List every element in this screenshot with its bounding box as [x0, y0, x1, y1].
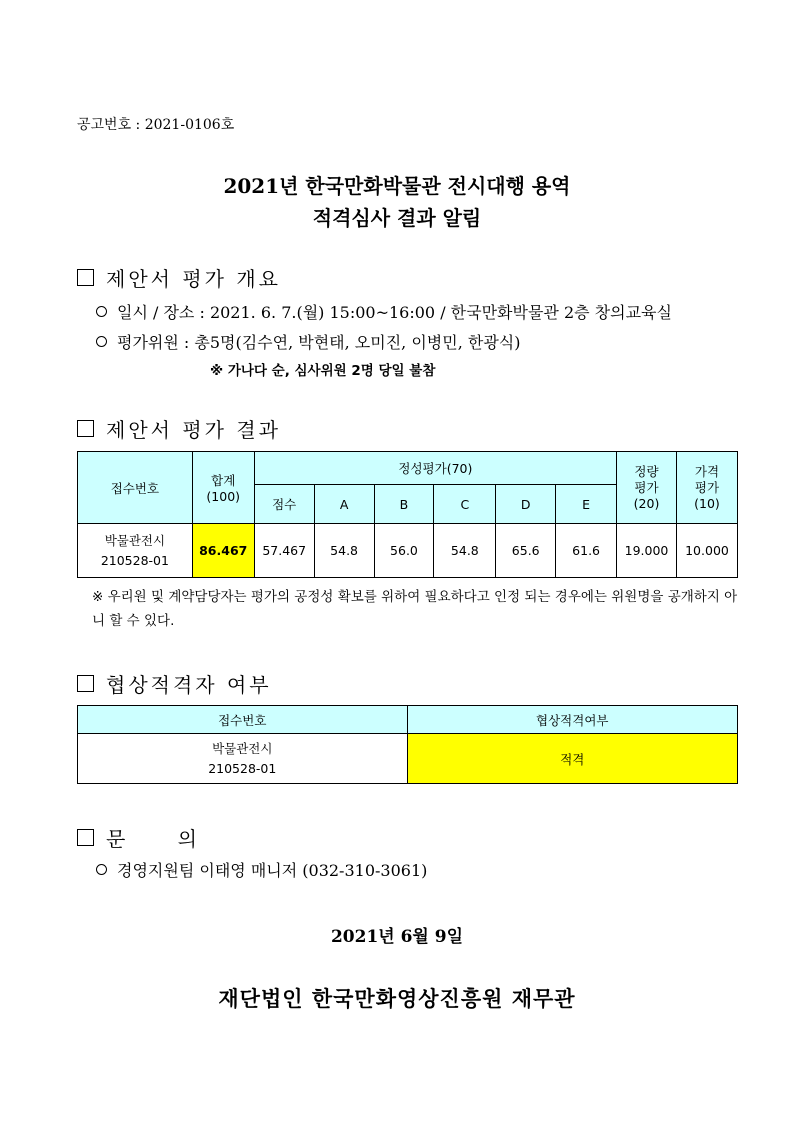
evaluators-text: 평가위원 : 총5명(김수연, 박현태, 오미진, 이병민, 한광식)	[117, 333, 521, 352]
cell-c: 54.8	[434, 524, 496, 578]
section-inquiry-label: 문 의	[106, 827, 200, 851]
header-price: 가격 평가 (10)	[676, 452, 737, 524]
checkbox-square-icon	[77, 829, 94, 846]
overview-item-schedule	[96, 300, 672, 323]
cell-receipt: 박물관전시 210528-01	[78, 734, 408, 784]
checkbox-square-icon	[77, 420, 94, 437]
disclaimer-text: ※ 우리원 및 계약담당자는 평가의 공정성 확보를 위하여 필요하다고 인정 되는 경우에는 위원명을 공개하지 아니 할 수 있다.	[92, 589, 738, 629]
section-overview-label: 제안서 평가 개요	[106, 267, 281, 291]
circle-bullet-icon	[96, 336, 107, 347]
evaluation-result-table	[77, 451, 738, 578]
subheader-score: 점수	[254, 485, 314, 524]
cell-d: 65.6	[496, 524, 556, 578]
header-receipt: 접수번호	[78, 706, 408, 734]
subheader-b: B	[374, 485, 434, 524]
header-eligibility: 협상적격여부	[407, 706, 737, 734]
cell-a: 54.8	[314, 524, 374, 578]
circle-bullet-icon	[96, 864, 107, 875]
document-subtitle: 적격심사 결과 알림	[312, 206, 482, 230]
document-title: 2021년 한국만화박물관 전시대행 용역	[223, 174, 571, 198]
section-eligibility-label: 협상적격자 여부	[106, 673, 272, 697]
cell-receipt: 박물관전시 210528-01	[78, 524, 193, 578]
header-qualitative: 정성평가(70)	[254, 452, 616, 485]
section-inquiry-heading	[77, 823, 200, 852]
eligibility-table	[77, 705, 738, 784]
cell-total: 86.467	[192, 524, 254, 578]
circle-bullet-icon	[96, 306, 107, 317]
subheader-c: C	[434, 485, 496, 524]
checkbox-square-icon	[77, 675, 94, 692]
table-row	[78, 524, 738, 578]
cell-e: 61.6	[556, 524, 617, 578]
contact-text: 경영지원팀 이태영 매니저 (032-310-3061)	[117, 861, 428, 880]
cell-qual-score: 57.467	[254, 524, 314, 578]
notice-number: 공고번호 : 2021-0106호	[77, 117, 235, 133]
table-row	[78, 734, 738, 784]
evaluators-note: ※ 가나다 순, 심사위원 2명 당일 불참	[210, 363, 436, 379]
header-quantitative: 정량 평가 (20)	[617, 452, 677, 524]
header-receipt: 접수번호	[78, 452, 193, 524]
section-overview-heading	[77, 263, 281, 292]
section-eligibility-heading	[77, 669, 272, 698]
overview-item-evaluators	[96, 330, 521, 353]
subheader-e: E	[556, 485, 617, 524]
subheader-a: A	[314, 485, 374, 524]
document-date: 2021년 6월 9일	[330, 927, 464, 947]
cell-quant: 19.000	[617, 524, 677, 578]
section-result-label: 제안서 평가 결과	[106, 418, 281, 442]
cell-price: 10.000	[676, 524, 737, 578]
schedule-text: 일시 / 장소 : 2021. 6. 7.(월) 15:00~16:00 / 한국만화박물관 2층 창의교육실	[117, 303, 672, 322]
subheader-d: D	[496, 485, 556, 524]
cell-b: 56.0	[374, 524, 434, 578]
checkbox-square-icon	[77, 269, 94, 286]
issuing-organization: 재단법인 한국만화영상진흥원 재무관	[218, 986, 576, 1011]
section-result-heading	[77, 414, 281, 443]
inquiry-contact	[96, 858, 427, 881]
header-total: 합계 (100)	[192, 452, 254, 524]
cell-eligibility-result: 적격	[407, 734, 737, 784]
